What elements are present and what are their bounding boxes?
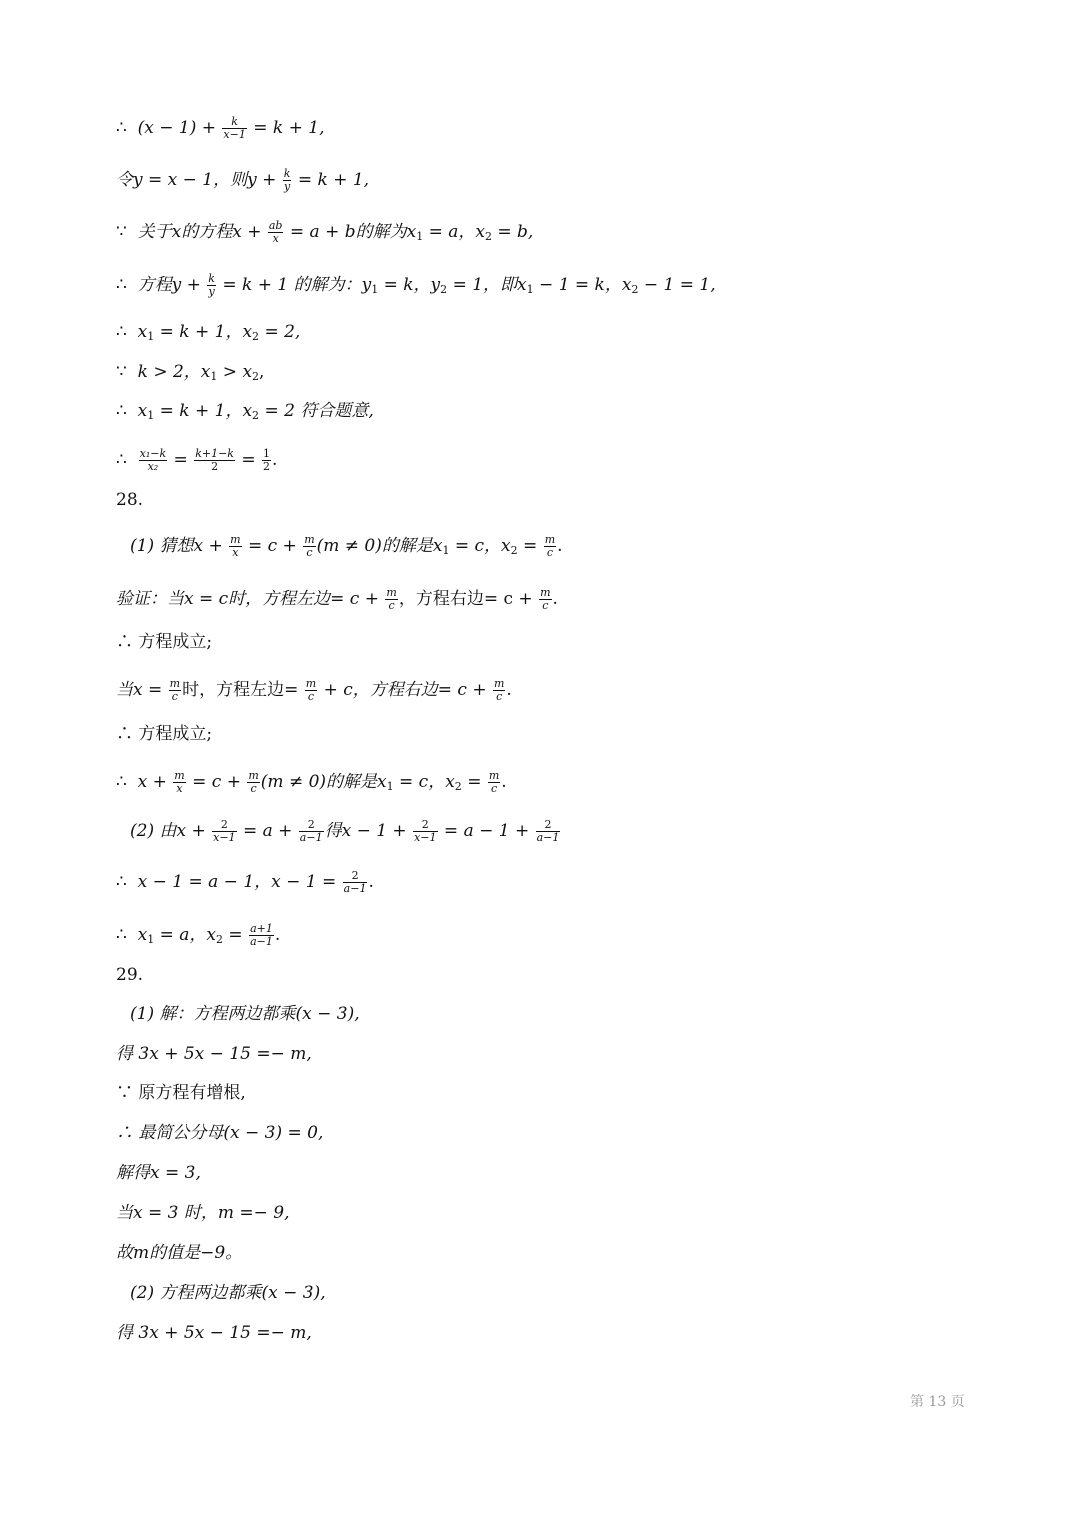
q28-result-2: ∴ $x_1 = a$，$x_2$ = $\frac{a+1}{a-1}$ . — [116, 922, 281, 948]
solution-line-4: ∴ 方程y + $\frac{k}{y}$ = k + 1 的解为：$y_1 = k$，$y_2 = 1$，即$x_1 - 1 = k$，$x_2 - 1 = 1$, — [116, 272, 716, 298]
question-number-29: 29. — [116, 965, 144, 985]
q28-verify: 验证：当x = c时，方程左边= c + $\frac{m}{c}$ ，方程右边= c + $\frac{m}{c}$ . — [116, 586, 558, 612]
expression: = k + 1, — [247, 118, 325, 138]
q29-line-3: ∵ 原方程有增根, — [116, 1083, 246, 1103]
fraction: $\frac{k}{x-1}$ — [223, 115, 246, 141]
fraction: $\frac{m}{c}$ — [488, 769, 500, 795]
fraction: $\frac{2}{a-1}$ — [343, 869, 367, 895]
q29-line-5: 解得x = 3, — [116, 1163, 201, 1183]
fraction: $\frac{m}{c}$ — [386, 586, 397, 612]
fraction: $\frac{a+1}{a-1}$ — [250, 922, 273, 948]
question-number-28: 28. — [116, 490, 144, 510]
solution-line-3: ∵ 关于x的方程x + $\frac{ab}{x}$ = a + b的解为$x_1 = a$，$x_2 = b$, — [116, 219, 534, 245]
solution-line-6: ∵ k > 2，$x_1 > x_2$, — [116, 362, 265, 383]
q29-line-8: (2) 方程两边都乘(x − 3), — [130, 1283, 326, 1303]
fraction: $\frac{2}{a-1}$ — [536, 818, 560, 844]
q28-part1-guess: (1) 猜想x + $\frac{m}{x}$ = c + $\frac{m}{c}$ (m ≠ 0)的解是$x_1 = c$，$x_2$ = $\frac{m}{c}$ . — [130, 533, 563, 559]
fraction: $\frac{m}{c}$ — [544, 533, 556, 559]
q29-line-7: 故m的值是−9。 — [116, 1243, 243, 1263]
fraction: $\frac{k}{y}$ — [283, 167, 291, 193]
fraction: $\frac{ab}{x}$ — [268, 219, 283, 245]
fraction: $\frac{\text{x₁−k}}{\text{x₂}}$ — [139, 447, 167, 473]
fraction: $\frac{m}{c}$ — [304, 533, 315, 559]
solution-line-8: ∴ $\frac{\text{x₁−k}}{\text{x₂}}$ = $\frac{k+1-k}{2}$ = $\frac{1}{2}$ . — [116, 447, 278, 473]
q29-line-4: ∴ 最简公分母(x − 3) = 0, — [116, 1123, 324, 1143]
fraction: $\frac{2}{x-1}$ — [414, 818, 437, 844]
q28-holds-2: ∴ 方程成立; — [116, 724, 213, 744]
fraction: $\frac{m}{c}$ — [305, 677, 317, 703]
solution-line-7: ∴ $x_1 = k + 1$，$x_2 = 2$ 符合题意, — [116, 401, 374, 422]
solution-line-5: ∴ $x_1 = k + 1$，$x_2 = 2$, — [116, 322, 301, 343]
fraction: $\frac{k+1-k}{2}$ — [195, 447, 234, 473]
fraction: $\frac{k}{y}$ — [208, 272, 215, 298]
q28-result-1: ∴ x − 1 = a − 1，x − 1 = $\frac{2}{a-1}$ . — [116, 869, 374, 895]
fraction: $\frac{m}{x}$ — [174, 769, 185, 795]
because-symbol: ∵ — [116, 222, 127, 242]
fraction: $\frac{m}{x}$ — [230, 533, 241, 559]
fraction: $\frac{m}{c}$ — [540, 586, 551, 612]
q28-when: 当x = $\frac{m}{c}$ 时，方程左边= $\frac{m}{c}$ + c，方程右边= c + $\frac{m}{c}$ . — [116, 677, 512, 703]
fraction: $\frac{m}{c}$ — [169, 677, 181, 703]
q29-line-2: 得 3x + 5x − 15 =− m, — [116, 1044, 312, 1064]
q29-line-1: (1) 解：方程两边都乘(x − 3), — [130, 1004, 360, 1024]
solution-line-1 — [116, 116, 324, 141]
solution-line-2: 令y = x − 1，则y + $\frac{k}{y}$ = k + 1, — [116, 167, 370, 193]
therefore-symbol: ∴ — [116, 118, 127, 138]
fraction: $\frac{m}{c}$ — [493, 677, 505, 703]
fraction: $\frac{2}{a-1}$ — [299, 818, 323, 844]
expression: (x − 1) + — [137, 118, 222, 138]
fraction: $\frac{m}{c}$ — [248, 769, 259, 795]
q28-part2: (2) 由x + $\frac{2}{x-1}$ = a + $\frac{2}{a-1}$ 得x − 1 + $\frac{2}{x-1}$ = a − 1 + $\frac{2}{a-1}$ — [130, 818, 560, 844]
q29-line-6: 当x = 3 时，m =− 9, — [116, 1203, 290, 1223]
q28-holds-1: ∴ 方程成立; — [116, 632, 213, 652]
q28-conclusion: ∴ x + $\frac{m}{x}$ = c + $\frac{m}{c}$ (m ≠ 0)的解是$x_1 = c$，$x_2$ = $\frac{m}{c}$ . — [116, 769, 507, 795]
q29-line-9: 得 3x + 5x − 15 =− m, — [116, 1323, 312, 1343]
fraction: $\frac{2}{x-1}$ — [213, 818, 236, 844]
fraction: $\frac{1}{2}$ — [263, 447, 271, 473]
page-number: 第 13 页 — [910, 1394, 965, 1410]
